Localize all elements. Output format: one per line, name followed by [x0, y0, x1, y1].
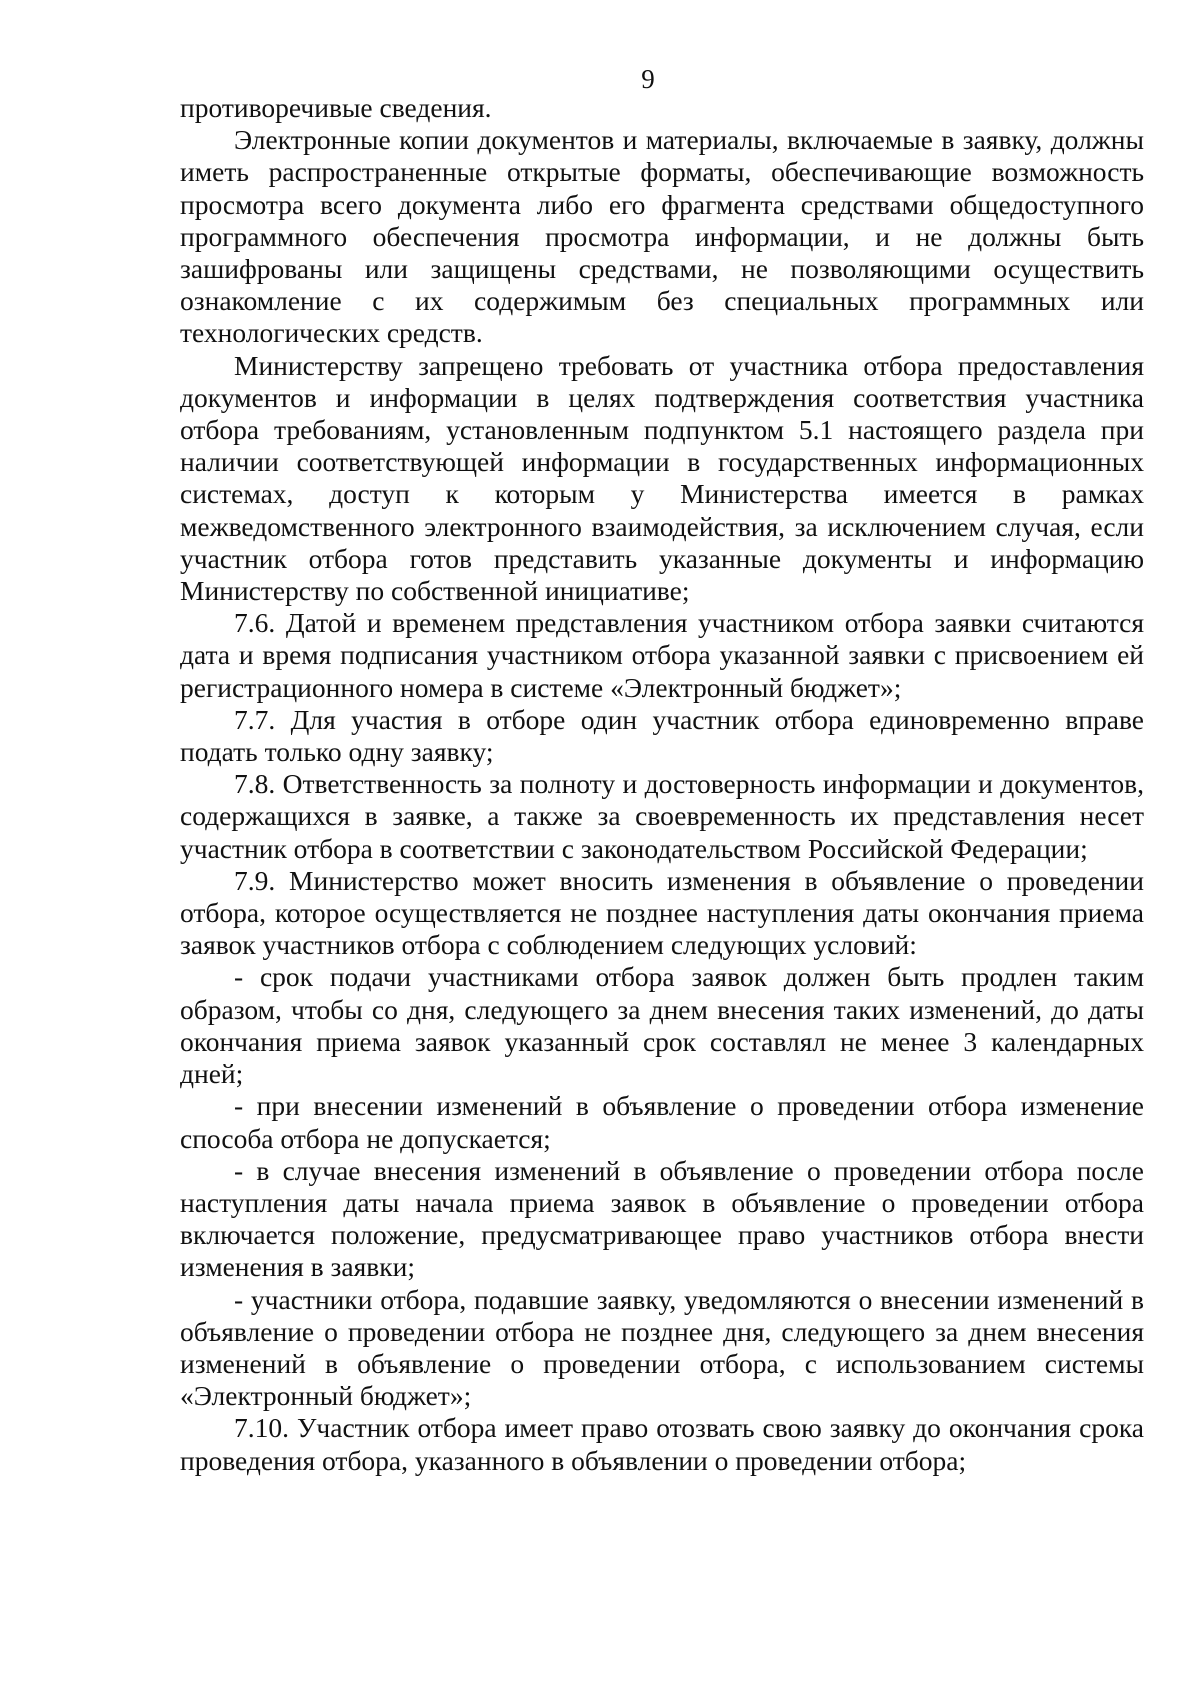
list-item: - участники отбора, подавшие заявку, уведомляются о внесении изменений в объявление о проведении отбора не позднее дня, следующего за днем внесения изменений в объявление о проведении отбора, с использованием системы «Электронный бюджет»; [180, 1283, 1144, 1412]
paragraph: противоречивые сведения. [180, 92, 492, 123]
list-item: - при внесении изменений в объявление о проведении отбора изменение способа отбора не допускается; [180, 1090, 1144, 1154]
paragraph: 7.8. Ответственность за полноту и достоверность информации и документов, содержащихся в заявке, а также за своевременность их представления несет участник отбора в соответствии с законодательством Российской Федерации; [180, 768, 1144, 864]
paragraph: Электронные копии документов и материалы, включаемые в заявку, должны иметь распространенные открытые форматы, обеспечивающие возможность просмотра всего документа либо его фрагмента средствами общедоступного программного обеспечения просмотра информации, и не должны быть зашифрованы или защищены средствами, не позволяющими осуществить ознакомление с их содержимым без специальных программных или технологических средств. [180, 124, 1144, 349]
paragraph: 7.10. Участник отбора имеет право отозвать свою заявку до окончания срока проведения отбора, указанного в объявлении о проведении отбора; [180, 1412, 1144, 1476]
paragraph: 7.6. Датой и временем представления участником отбора заявки считаются дата и время подписания участником отбора указанной заявки с присвоением ей регистрационного номера в системе «Электронный бюджет»; [180, 607, 1144, 703]
paragraph: Министерству запрещено требовать от участника отбора предоставления документов и информации в целях подтверждения соответствия участника отбора требованиям, установленным подпунктом 5.1 настоящего раздела при наличии соответствующей информации в государственных информационных системах, доступ к которым у Министерства имеется в рамках межведомственного электронного взаимодействия, за исключением случая, если участник отбора готов представить указанные документы и информацию Министерству по собственной инициативе; [180, 349, 1144, 607]
paragraph: 7.9. Министерство может вносить изменения в объявление о проведении отбора, которое осуществляется не позднее наступления даты окончания приема заявок участников отбора с соблюдением следующих условий: [180, 864, 1144, 961]
page-number: 9 [641, 64, 655, 94]
list-item: - срок подачи участниками отбора заявок должен быть продлен таким образом, чтобы со дня, следующего за днем внесения таких изменений, до даты окончания приема заявок указанный срок составлял не менее 3 календарных дней; [180, 961, 1144, 1090]
paragraph: 7.7. Для участия в отборе один участник отбора единовременно вправе подать только одну заявку; [180, 703, 1144, 768]
list-item: - в случае внесения изменений в объявление о проведении отбора после наступления даты начала приема заявок в объявление о проведении отбора включается положение, предусматривающее право участников отбора внести изменения в заявки; [180, 1154, 1144, 1283]
document-body [180, 92, 1144, 1477]
